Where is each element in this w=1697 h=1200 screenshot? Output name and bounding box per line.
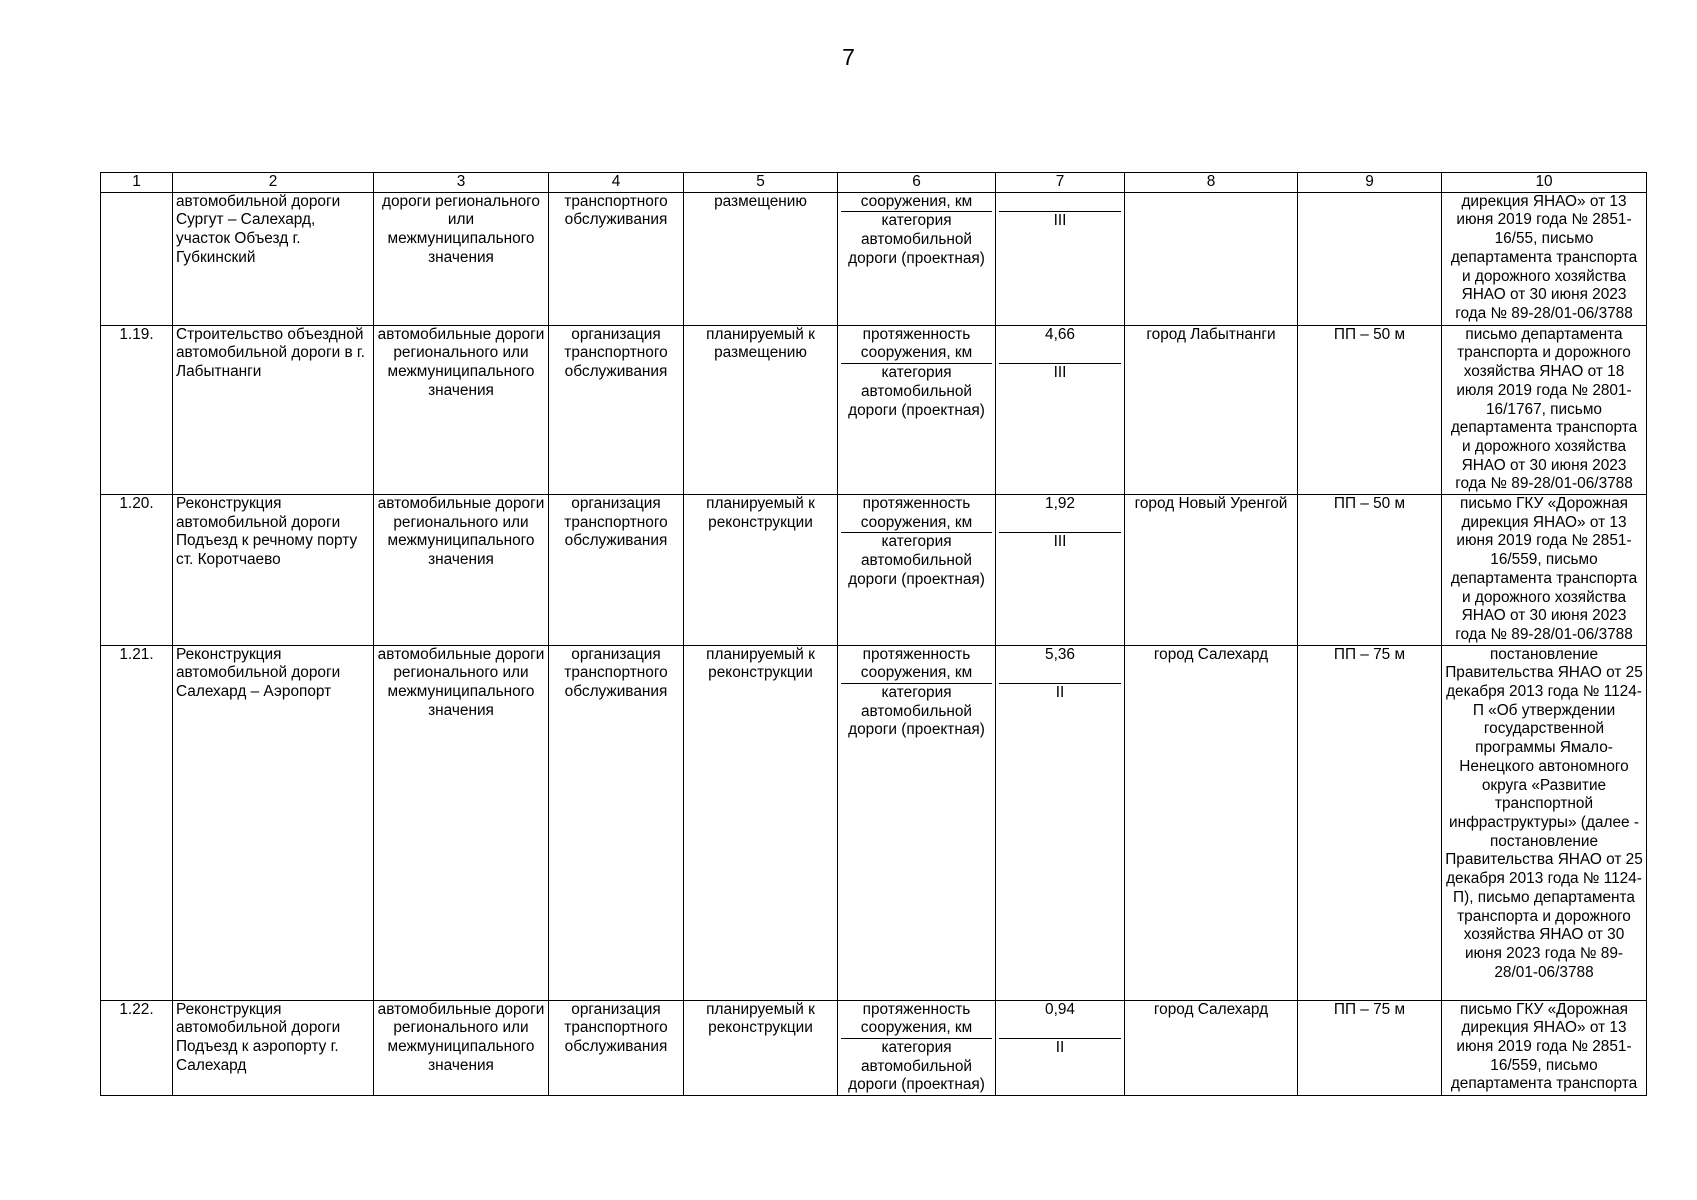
column-header: 10 [1442,173,1647,193]
object-purpose: организация транспортного обслуживания [549,495,684,646]
column-header: 6 [838,173,996,193]
object-basis: письмо ГКУ «Дорожная дирекция ЯНАО» от 13 июня 2019 года № 2851-16/559, письмо департамента транспорта [1442,1000,1647,1096]
value-category: III [1053,363,1067,381]
characteristic-category: категория автомобильной дороги (проектная) [848,1039,985,1094]
characteristics-cell [838,192,996,325]
value-category: III [1053,211,1067,229]
object-purpose: организация транспортного обслуживания [549,1000,684,1096]
table-row [101,325,1647,494]
column-header: 8 [1125,173,1298,193]
column-header: 1 [101,173,173,193]
column-header: 2 [173,173,374,193]
object-name: автомобильной дороги Сургут – Салехард, участок Объезд г. Губкинский [173,192,374,325]
value-length: 5,36 [999,646,1121,684]
document-table [100,172,1647,1096]
value-length: 4,66 [999,326,1121,364]
row-number: 1.22. [101,1000,173,1096]
values-cell [996,192,1125,325]
object-location: город Салехард [1125,645,1298,1000]
header-row [101,173,1647,193]
column-header: 4 [549,173,684,193]
table-row [101,645,1647,1000]
characteristic-length: протяженность сооружения, км [841,495,992,533]
value-length [999,193,1121,212]
object-zone: ПП – 50 м [1298,495,1442,646]
object-name: Строительство объездной автомобильной дороги в г. Лабытнанги [173,325,374,494]
row-number: 1.20. [101,495,173,646]
object-name: Реконструкция автомобильной дороги Салехард – Аэропорт [173,645,374,1000]
row-number: 1.19. [101,325,173,494]
column-header: 9 [1298,173,1442,193]
object-kind: автомобильные дороги регионального или межмуниципального значения [374,495,549,646]
characteristic-category: категория автомобильной дороги (проектная) [848,364,985,419]
characteristics-cell [838,645,996,1000]
object-zone: ПП – 50 м [1298,325,1442,494]
object-location: город Лабытнанги [1125,325,1298,494]
object-purpose: организация транспортного обслуживания [549,645,684,1000]
characteristic-length: сооружения, км [841,193,992,213]
column-header: 5 [684,173,838,193]
value-length: 1,92 [999,495,1121,533]
characteristics-cell [838,1000,996,1096]
object-kind: автомобильные дороги регионального или межмуниципального значения [374,1000,549,1096]
object-zone: ПП – 75 м [1298,645,1442,1000]
value-length: 0,94 [999,1001,1121,1039]
characteristic-category: категория автомобильной дороги (проектная) [848,684,985,739]
values-cell [996,645,1125,1000]
object-status: планируемый к реконструкции [684,1000,838,1096]
object-name: Реконструкция автомобильной дороги Подъезд к аэропорту г. Салехард [173,1000,374,1096]
characteristic-category: категория автомобильной дороги (проектная) [848,212,985,267]
object-zone: ПП – 75 м [1298,1000,1442,1096]
object-purpose: транспортного обслуживания [549,192,684,325]
characteristics-cell [838,325,996,494]
value-category: II [1055,683,1065,701]
object-basis: дирекция ЯНАО» от 13 июня 2019 года № 2851-16/55, письмо департамента транспорта и дорожного хозяйства ЯНАО от 30 июня 2023 года № 89-28/01-06/3788 [1442,192,1647,325]
object-purpose: организация транспортного обслуживания [549,325,684,494]
column-header: 3 [374,173,549,193]
object-status: планируемый к реконструкции [684,495,838,646]
object-location: город Салехард [1125,1000,1298,1096]
table-row [101,192,1647,325]
characteristic-length: протяженность сооружения, км [841,326,992,364]
table-row [101,495,1647,646]
object-location [1125,192,1298,325]
table-row [101,1000,1647,1096]
object-basis: письмо ГКУ «Дорожная дирекция ЯНАО» от 13 июня 2019 года № 2851-16/559, письмо департамента транспорта и дорожного хозяйства ЯНАО от 30 июня 2023 года № 89-28/01-06/3788 [1442,495,1647,646]
object-kind: автомобильные дороги регионального или межмуниципального значения [374,645,549,1000]
object-basis: постановление Правительства ЯНАО от 25 декабря 2013 года № 1124-П «Об утверждении государственной программы Ямало-Ненецкого автономного округа «Развитие транспортной инфраструктуры» (далее - постановление Правительства ЯНАО от 25 декабря 2013 года № 1124-П), письмо департамента транспорта и дорожного хозяйства ЯНАО от 30 июня 2023 года № 89-28/01-06/3788 [1442,645,1647,1000]
values-cell [996,1000,1125,1096]
characteristic-length: протяженность сооружения, км [841,1001,992,1039]
characteristic-length: протяженность сооружения, км [841,646,992,684]
value-category: II [1055,1038,1065,1056]
values-cell [996,495,1125,646]
object-location: город Новый Уренгой [1125,495,1298,646]
object-zone [1298,192,1442,325]
object-kind: дороги регионального или межмуниципального значения [374,192,549,325]
values-cell [996,325,1125,494]
characteristic-category: категория автомобильной дороги (проектная) [848,533,985,588]
column-header: 7 [996,173,1125,193]
value-category: III [1053,533,1067,551]
page-number: 7 [842,44,855,70]
object-status: планируемый к реконструкции [684,645,838,1000]
row-number: 1.21. [101,645,173,1000]
object-status: размещению [684,192,838,325]
row-number [101,192,173,325]
object-kind: автомобильные дороги регионального или межмуниципального значения [374,325,549,494]
object-status: планируемый к размещению [684,325,838,494]
characteristics-cell [838,495,996,646]
object-name: Реконструкция автомобильной дороги Подъезд к речному порту ст. Коротчаево [173,495,374,646]
object-basis: письмо департамента транспорта и дорожного хозяйства ЯНАО от 18 июля 2019 года № 2801-16/1767, письмо департамента транспорта и дорожного хозяйства ЯНАО от 30 июня 2023 года № 89-28/01-06/3788 [1442,325,1647,494]
